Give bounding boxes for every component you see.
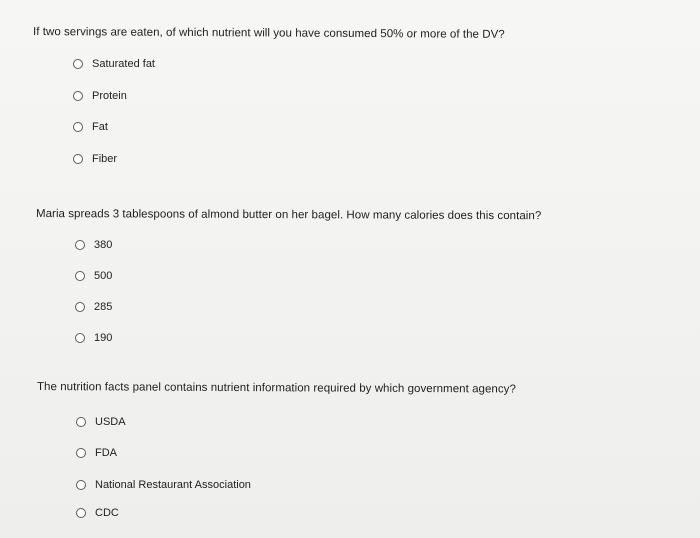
question-1-option-fiber[interactable]: [73, 151, 117, 167]
option-label: CDC: [95, 507, 119, 519]
option-label: USDA: [95, 416, 126, 428]
question-2-option-500[interactable]: [75, 268, 112, 284]
question-1-option-protein[interactable]: [73, 88, 127, 104]
radio-button[interactable]: [76, 417, 86, 427]
radio-button[interactable]: [76, 480, 86, 490]
option-label: 380: [94, 239, 113, 251]
radio-button[interactable]: [75, 271, 85, 281]
radio-button[interactable]: [73, 122, 83, 132]
radio-button[interactable]: [75, 302, 85, 312]
question-3-option-fda[interactable]: [76, 445, 117, 461]
question-2-option-190[interactable]: [75, 330, 112, 346]
option-label: Fat: [92, 121, 108, 133]
radio-button[interactable]: [76, 448, 86, 458]
radio-button[interactable]: [75, 240, 85, 250]
radio-button[interactable]: [73, 59, 83, 69]
question-3-text: The nutrition facts panel contains nutrient information required by which government agency?: [36, 381, 516, 396]
question-3-option-usda[interactable]: [76, 414, 126, 430]
option-label: FDA: [95, 447, 117, 459]
radio-button[interactable]: [75, 333, 85, 343]
question-1-text: If two servings are eaten, of which nutrient will you have consumed 50% or more of the DV?: [32, 26, 505, 41]
question-2-option-380[interactable]: [75, 237, 112, 253]
question-3-option-national-restaurant-association[interactable]: [76, 477, 251, 493]
option-label: 285: [94, 301, 113, 313]
radio-button[interactable]: [76, 508, 86, 518]
radio-button[interactable]: [73, 91, 83, 101]
option-label: National Restaurant Association: [95, 479, 251, 491]
option-label: 190: [94, 332, 113, 344]
option-label: Saturated fat: [92, 58, 155, 70]
option-label: Protein: [92, 90, 127, 102]
question-1-option-fat[interactable]: [73, 119, 108, 135]
question-2-text: Maria spreads 3 tablespoons of almond butter on her bagel. How many calories does this contain?: [35, 208, 542, 223]
option-label: Fiber: [92, 153, 118, 165]
question-2-option-285[interactable]: [75, 299, 112, 315]
option-label: 500: [94, 270, 113, 282]
question-1-option-saturated-fat[interactable]: [73, 56, 155, 72]
radio-button[interactable]: [73, 154, 83, 164]
question-3-option-cdc[interactable]: [76, 505, 119, 521]
